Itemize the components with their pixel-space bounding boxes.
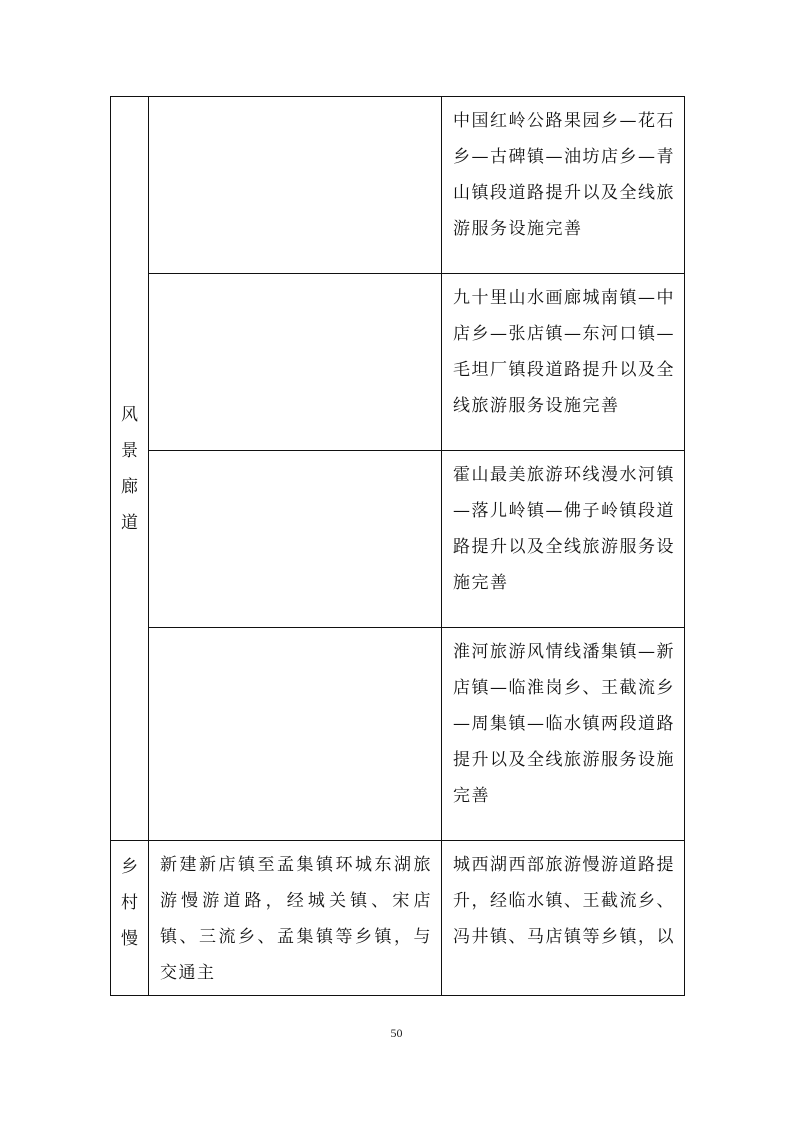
table-row bbox=[111, 628, 685, 841]
page-number: 50 bbox=[390, 1026, 403, 1040]
category-cell-rural-slow bbox=[111, 841, 149, 996]
project-description: 城西湖西部旅游慢游道路提升，经临水镇、王截流乡、冯井镇、马店镇等乡镇，以 bbox=[453, 855, 675, 947]
category-label-rural-slow: 乡 村 慢 bbox=[121, 857, 138, 949]
project-cell bbox=[442, 841, 685, 996]
middle-cell bbox=[149, 628, 442, 841]
table-row bbox=[111, 451, 685, 628]
project-cell bbox=[442, 274, 685, 451]
project-cell bbox=[442, 628, 685, 841]
project-description: 九十里山水画廊城南镇—中店乡—张店镇—东河口镇—毛坦厂镇段道路提升以及全线旅游服务设施完善 bbox=[453, 288, 675, 416]
middle-cell bbox=[149, 274, 442, 451]
table-row bbox=[111, 841, 685, 996]
middle-cell bbox=[149, 97, 442, 274]
project-description: 淮河旅游风情线潘集镇—新店镇—临淮岗乡、王截流乡—周集镇—临水镇两段道路提升以及全线旅游服务设施完善 bbox=[453, 642, 675, 806]
planning-table bbox=[110, 96, 685, 996]
project-description: 霍山最美旅游环线漫水河镇—落儿岭镇—佛子岭镇段道路提升以及全线旅游服务设施完善 bbox=[453, 465, 675, 593]
table-row bbox=[111, 97, 685, 274]
middle-cell bbox=[149, 841, 442, 996]
table-row bbox=[111, 274, 685, 451]
project-cell bbox=[442, 451, 685, 628]
middle-cell bbox=[149, 451, 442, 628]
project-description: 中国红岭公路果园乡—花石乡—古碑镇—油坊店乡—青山镇段道路提升以及全线旅游服务设施完善 bbox=[453, 111, 675, 239]
category-cell-scenic-corridor bbox=[111, 97, 149, 841]
new-project-description: 新建新店镇至孟集镇环城东湖旅游慢游道路，经城关镇、宋店镇、三流乡、孟集镇等乡镇，与交通主 bbox=[160, 855, 432, 983]
project-cell bbox=[442, 97, 685, 274]
category-label-scenic-corridor: 风 景 廊 道 bbox=[121, 404, 138, 533]
